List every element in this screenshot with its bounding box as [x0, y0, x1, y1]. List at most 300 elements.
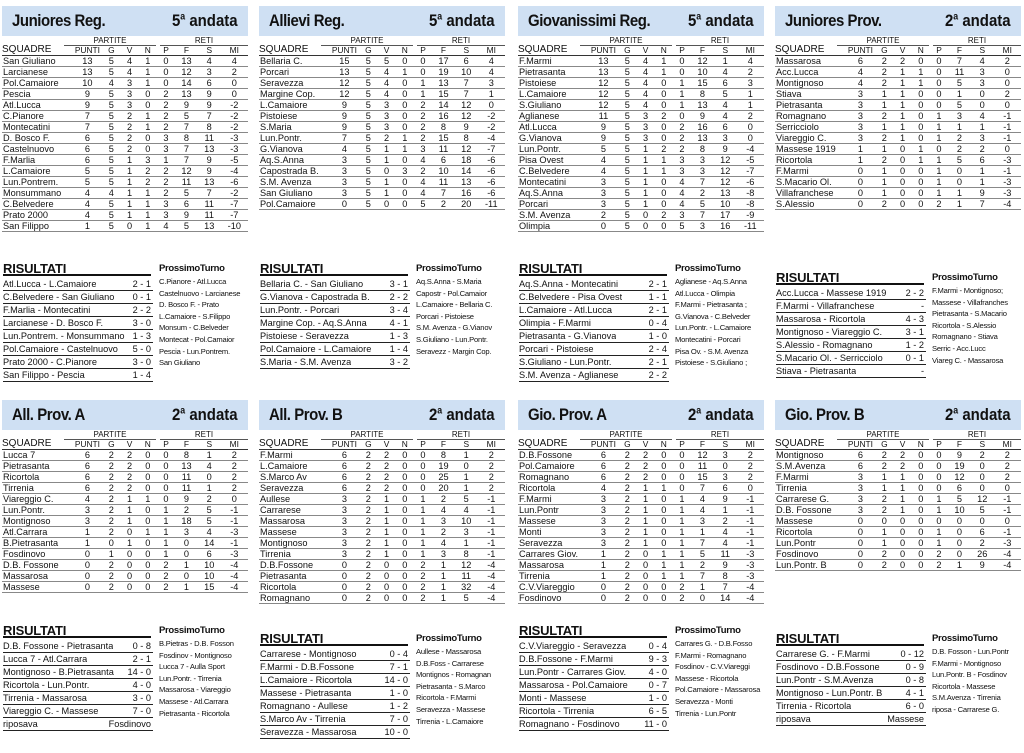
table-row [775, 155, 1021, 166]
stat-cell: 0 [912, 527, 930, 538]
stat-cell: 2 [691, 188, 714, 199]
table-row [2, 571, 248, 582]
stat-cell: 1 [455, 450, 478, 461]
team-name: Serricciolo [775, 122, 846, 133]
next-match: Seravezz - Margin Cop. [416, 346, 492, 356]
stat-cell: 0 [175, 549, 198, 560]
match-teams: D.B.Fossone - F.Marmi [519, 654, 613, 664]
result-row [3, 705, 153, 718]
stat-cell: 0 [994, 67, 1021, 78]
match-teams: Montignoso - Viareggio C. [776, 327, 883, 337]
match-score: 1 - 4 [389, 344, 408, 354]
stat-cell: 0 [673, 56, 691, 67]
stat-cell: 5 [359, 100, 377, 111]
team-name: Aq.S.Anna [259, 155, 330, 166]
next-match: F.Marmi - Montignoso; [932, 286, 1003, 295]
next-round [159, 624, 251, 719]
col-header: G [359, 439, 377, 450]
stat-cell: 4 [846, 67, 876, 78]
stat-cell: 1 [655, 67, 673, 78]
team-name: L.Camaiore [259, 100, 330, 111]
next-match: Pistoiese - S.Giuliano ; [675, 358, 748, 368]
table-row [518, 571, 764, 582]
col-squadre: SQUADRE [2, 45, 73, 56]
stat-cell: 13 [198, 144, 221, 155]
stat-cell: 3 [714, 133, 737, 144]
next-round [159, 262, 251, 369]
stat-cell: 10 [432, 166, 455, 177]
stat-cell: 0 [912, 89, 930, 100]
results-title: RISULTATI [519, 262, 667, 276]
result-row [776, 648, 926, 661]
stat-cell: 2 [414, 582, 432, 593]
stat-cell: -7 [221, 199, 248, 210]
stat-cell: 5 [377, 56, 395, 67]
stat-cell: 2 [102, 516, 120, 527]
match-teams: Ricortola - Lun.Pontr. [3, 680, 90, 690]
col-header: V [893, 439, 911, 450]
stat-cell: 0 [377, 571, 395, 582]
match-teams: S.Macario Ol. - Serricciolo [776, 353, 883, 363]
stat-cell: 0 [846, 199, 876, 210]
col-header: G [618, 45, 636, 56]
next-round-title: ProssimoTurno [159, 625, 225, 636]
stat-cell: 5 [73, 166, 103, 177]
stat-cell: 0 [930, 89, 948, 100]
match-teams: riposava [3, 719, 38, 729]
stat-cell: 2 [478, 450, 505, 461]
round-number: 2 [945, 405, 954, 424]
stat-cell: 1 [948, 188, 971, 199]
match-teams: S.M. Avenza - Aglianese [519, 370, 619, 380]
stat-cell: 4 [377, 89, 395, 100]
col-header: PUNTI [330, 439, 360, 450]
results-section [519, 623, 765, 729]
stat-cell: 0 [139, 516, 157, 527]
stat-cell: 2 [618, 450, 636, 461]
stat-cell: 3 [198, 67, 221, 78]
stat-cell: 4 [102, 188, 120, 199]
stat-cell: 3 [157, 144, 175, 155]
col-header: P [414, 45, 432, 56]
table-row [2, 221, 248, 232]
stat-cell: 1 [893, 100, 911, 111]
match-teams: Lun.Pontr - Carrares Giov. [519, 667, 627, 677]
stat-cell: 8 [691, 89, 714, 100]
match-score: 7 - 1 [389, 662, 408, 672]
stat-cell: 4 [102, 78, 120, 89]
col-header: F [432, 45, 455, 56]
result-row [519, 343, 669, 356]
stat-cell: 1 [139, 221, 157, 232]
stat-cell: 1 [636, 527, 654, 538]
stat-cell: -4 [221, 166, 248, 177]
next-round [416, 632, 508, 727]
stat-cell: 2 [875, 494, 893, 505]
stat-cell: 0 [893, 199, 911, 210]
result-row [260, 330, 410, 343]
result-row [260, 726, 410, 739]
stat-cell: 1 [893, 122, 911, 133]
stat-cell: 8 [455, 549, 478, 560]
match-teams: S.Alessio - Romagnano [776, 340, 873, 350]
result-row [260, 700, 410, 713]
stat-cell: 2 [618, 472, 636, 483]
stat-cell: -4 [994, 199, 1021, 210]
stat-cell: 13 [455, 177, 478, 188]
team-name: Porcari [518, 199, 589, 210]
table-row [2, 144, 248, 155]
stat-cell: 1 [120, 538, 138, 549]
stat-cell: 2 [673, 122, 691, 133]
team-name: Romagnano [259, 593, 330, 604]
table-row [518, 166, 764, 177]
col-header: MI [478, 45, 505, 56]
table-row [2, 67, 248, 78]
stat-cell: 1 [175, 582, 198, 593]
stat-cell: 1 [432, 571, 455, 582]
team-name: Pescia [2, 89, 73, 100]
stat-cell: 0 [120, 571, 138, 582]
stat-cell: 3 [636, 111, 654, 122]
stat-cell: 3 [175, 527, 198, 538]
team-name: Pietrasanta [518, 67, 589, 78]
round-superscript: a [953, 405, 959, 417]
stat-cell: 5 [618, 111, 636, 122]
team-name: Lun.Pontr. [259, 133, 330, 144]
team-name: Massarosa [2, 571, 73, 582]
team-name: Ricortola [259, 582, 330, 593]
stat-cell: 1 [139, 199, 157, 210]
stat-cell: 2 [875, 155, 893, 166]
stat-cell: 4 [714, 100, 737, 111]
next-match: L.Camaiore - Bellaria C. [416, 300, 493, 310]
stat-cell: 0 [157, 56, 175, 67]
stat-cell: 0 [912, 111, 930, 122]
stat-cell: 2 [930, 549, 948, 560]
team-name: Massese 1919 [775, 144, 846, 155]
stat-cell: 0 [655, 461, 673, 472]
stat-cell: 0 [971, 461, 994, 472]
stat-cell: 3 [673, 210, 691, 221]
stat-cell: 10 [455, 516, 478, 527]
stat-cell: 5 [618, 78, 636, 89]
stat-cell: -6 [478, 177, 505, 188]
match-score: 10 - 0 [384, 727, 408, 737]
stat-cell: 12 [330, 78, 360, 89]
stat-cell: 0 [673, 483, 691, 494]
column-groups [775, 430, 1021, 439]
stat-cell: 2 [737, 67, 764, 78]
next-match: Seravezza - Monti [675, 696, 733, 706]
stat-cell: 1 [478, 89, 505, 100]
stat-cell: 8 [175, 450, 198, 461]
stat-cell: 2 [737, 461, 764, 472]
team-name: S.M. Avenza [518, 210, 589, 221]
stat-cell: 3 [846, 89, 876, 100]
stat-cell: 0 [589, 593, 619, 604]
stat-cell: 1 [846, 144, 876, 155]
team-name: L.Camaiore [518, 89, 589, 100]
team-name: Atl.Lucca [518, 122, 589, 133]
team-name: Bellaria C. [259, 56, 330, 67]
stat-cell: 2 [414, 122, 432, 133]
stat-cell: 3 [157, 199, 175, 210]
stat-cell: 13 [175, 89, 198, 100]
stat-cell: 1 [636, 188, 654, 199]
stat-cell: 1 [377, 144, 395, 155]
result-row [3, 666, 153, 679]
stat-cell: 4 [636, 78, 654, 89]
stat-cell: 1 [912, 144, 930, 155]
table-row [2, 494, 248, 505]
stat-cell: 13 [691, 133, 714, 144]
group-reti: RETI [933, 36, 1021, 46]
stat-cell: 2 [971, 144, 994, 155]
stat-cell: 0 [396, 472, 414, 483]
result-row [260, 687, 410, 700]
stat-cell: 10 [73, 78, 103, 89]
stat-cell: 0 [655, 122, 673, 133]
stat-cell: 14 [175, 78, 198, 89]
match-teams: Pietrasanta - G.Vianova [519, 331, 617, 341]
result-row [776, 313, 926, 326]
table-row [259, 56, 505, 67]
stat-cell: 3 [589, 516, 619, 527]
stat-cell: 12 [589, 89, 619, 100]
next-round [416, 262, 508, 357]
stat-cell: -6 [478, 188, 505, 199]
stat-cell: 0 [120, 221, 138, 232]
stat-cell: 1 [655, 56, 673, 67]
result-row [519, 679, 669, 692]
standings-header [518, 45, 764, 56]
table-row [775, 516, 1021, 527]
stat-cell: 0 [691, 593, 714, 604]
stat-cell: -7 [221, 210, 248, 221]
table-row [2, 89, 248, 100]
stat-cell: 0 [139, 144, 157, 155]
stat-cell: 5 [948, 78, 971, 89]
table-row [775, 78, 1021, 89]
stat-cell: 0 [948, 538, 971, 549]
stat-cell: 9 [971, 188, 994, 199]
stat-cell: 1 [714, 505, 737, 516]
column-groups [518, 430, 764, 439]
table-row [518, 450, 764, 461]
stat-cell: 1 [139, 111, 157, 122]
stat-cell: 4 [157, 221, 175, 232]
results-title: RISULTATI [776, 632, 924, 646]
match-teams: C.Belvedere - Pisa Ovest [519, 292, 623, 302]
stat-cell: 15 [432, 133, 455, 144]
stat-cell: 11 [455, 571, 478, 582]
col-header: PUNTI [589, 439, 619, 450]
standings-table [259, 45, 505, 210]
stat-cell: 0 [655, 450, 673, 461]
col-header: N [396, 439, 414, 450]
stat-cell: 11 [175, 177, 198, 188]
stat-cell: 5 [618, 166, 636, 177]
stat-cell: -1 [221, 505, 248, 516]
next-match: Fosdinov - C.V.Viareggi [675, 662, 750, 672]
stat-cell: 0 [655, 177, 673, 188]
next-match: Atl.Lucca - Olimpia [675, 288, 735, 298]
stat-cell: 1 [414, 89, 432, 100]
stat-cell: 2 [221, 450, 248, 461]
match-teams: L.Camaiore - Atl.Lucca [519, 305, 612, 315]
stat-cell: 9 [198, 89, 221, 100]
match-teams: Massarosa - Ricortola [776, 314, 866, 324]
stat-cell: 1 [377, 538, 395, 549]
match-teams: D.B. Fossone - Pietrasanta [3, 641, 114, 651]
stat-cell: 1 [636, 483, 654, 494]
team-name: Ricortola [775, 527, 846, 538]
stat-cell: 5 [359, 144, 377, 155]
team-name: San Filippo [2, 221, 73, 232]
stat-cell: 4 [971, 111, 994, 122]
stat-cell: 4 [377, 67, 395, 78]
result-row [3, 291, 153, 304]
match-score: 3 - 2 [389, 357, 408, 367]
match-score: 0 - 4 [648, 641, 667, 651]
table-row [259, 67, 505, 78]
stat-cell: 1 [930, 177, 948, 188]
stat-cell: 0 [655, 188, 673, 199]
stat-cell: -4 [478, 582, 505, 593]
stat-cell: 0 [396, 571, 414, 582]
stat-cell: 0 [971, 516, 994, 527]
stat-cell: 13 [73, 56, 103, 67]
team-name: Ricortola [775, 155, 846, 166]
stat-cell: 12 [455, 144, 478, 155]
result-row [776, 326, 926, 339]
match-teams: Tirrenia - Ricortola [776, 701, 852, 711]
stat-cell: 1 [875, 166, 893, 177]
table-row [775, 100, 1021, 111]
team-name: Romagnano [518, 472, 589, 483]
col-squadre: SQUADRE [259, 439, 330, 450]
next-match: Lucca 7 - Aulla Sport [159, 662, 225, 672]
stat-cell: 0 [139, 133, 157, 144]
league-header [2, 400, 248, 430]
stat-cell: 2 [102, 505, 120, 516]
match-score: 4 - 1 [905, 688, 924, 698]
stat-cell: 1 [120, 494, 138, 505]
next-match: S.Giuliano - Lun.Pontr. [416, 334, 488, 344]
stat-cell: 13 [589, 56, 619, 67]
group-partite: PARTITE [580, 430, 672, 440]
team-name: Romagnano [775, 111, 846, 122]
stat-cell: 1 [396, 67, 414, 78]
stat-cell: 5 [102, 221, 120, 232]
table-row [518, 472, 764, 483]
stat-cell: 9 [691, 111, 714, 122]
stat-cell: 11 [691, 461, 714, 472]
stat-cell: 2 [120, 450, 138, 461]
stat-cell: 3 [377, 122, 395, 133]
stat-cell: 32 [455, 582, 478, 593]
stat-cell: 2 [673, 582, 691, 593]
next-match: Lun.Pontr. B - Fosdinov [932, 670, 1007, 680]
stat-cell: 1 [73, 221, 103, 232]
stat-cell: 0 [673, 450, 691, 461]
stat-cell: 0 [157, 78, 175, 89]
stat-cell: 5 [102, 210, 120, 221]
match-score: 2 - 2 [905, 288, 924, 298]
stat-cell: 0 [396, 505, 414, 516]
team-name: C.Belvedere [2, 199, 73, 210]
stat-cell: 3 [330, 494, 360, 505]
stat-cell: -1 [737, 538, 764, 549]
team-name: Olimpia [518, 221, 589, 232]
team-name: Stiava [775, 89, 846, 100]
stat-cell: 0 [994, 78, 1021, 89]
stat-cell: -6 [478, 166, 505, 177]
table-row [2, 560, 248, 571]
stat-cell: -6 [221, 177, 248, 188]
results-section [776, 270, 1022, 376]
stat-cell: 2 [618, 505, 636, 516]
next-match: Massese - Villafranches [932, 297, 1008, 307]
stat-cell: 2 [414, 571, 432, 582]
stat-cell: 0 [157, 494, 175, 505]
match-score: 1 - 3 [132, 331, 151, 341]
match-teams: F.Marmi - D.B.Fossone [260, 662, 354, 672]
match-teams: Margine Cop. - Aq.S.Anna [260, 318, 367, 328]
stat-cell: 1 [893, 494, 911, 505]
stat-cell: 2 [618, 560, 636, 571]
column-groups [518, 36, 764, 45]
stat-cell: 1 [102, 549, 120, 560]
group-reti: RETI [417, 36, 505, 46]
stat-cell: 1 [655, 483, 673, 494]
stat-cell: -1 [478, 538, 505, 549]
stat-cell: -4 [478, 571, 505, 582]
next-match: G.Vianova - C.Belveder [675, 311, 751, 321]
match-teams: Fosdinovo - D.B.Fossone [776, 662, 880, 672]
table-row [775, 177, 1021, 188]
stat-cell: 3 [120, 78, 138, 89]
stat-cell: 2 [157, 571, 175, 582]
stat-cell: 4 [737, 56, 764, 67]
table-row [259, 582, 505, 593]
team-name: Massarosa [775, 56, 846, 67]
match-score: 5 - 0 [132, 344, 151, 354]
col-header: N [396, 45, 414, 56]
match-score: 0 - 8 [132, 641, 151, 651]
stat-cell: 1 [120, 210, 138, 221]
stat-cell: 2 [175, 505, 198, 516]
group-reti: RETI [417, 430, 505, 440]
stat-cell: -1 [221, 538, 248, 549]
stat-cell: 3 [636, 122, 654, 133]
stat-cell: 2 [359, 560, 377, 571]
stat-cell: 1 [396, 133, 414, 144]
col-header: P [930, 439, 948, 450]
stat-cell: 4 [198, 461, 221, 472]
stat-cell: 6 [330, 450, 360, 461]
league-panel [2, 6, 248, 232]
round-word: andata [446, 405, 495, 424]
stat-cell: 4 [414, 188, 432, 199]
table-row [259, 483, 505, 494]
stat-cell: 0 [636, 549, 654, 560]
stat-cell: 3 [691, 221, 714, 232]
stat-cell: 2 [673, 144, 691, 155]
match-teams: Ricortola - Tirrenia [519, 706, 595, 716]
league-panel [2, 400, 248, 593]
